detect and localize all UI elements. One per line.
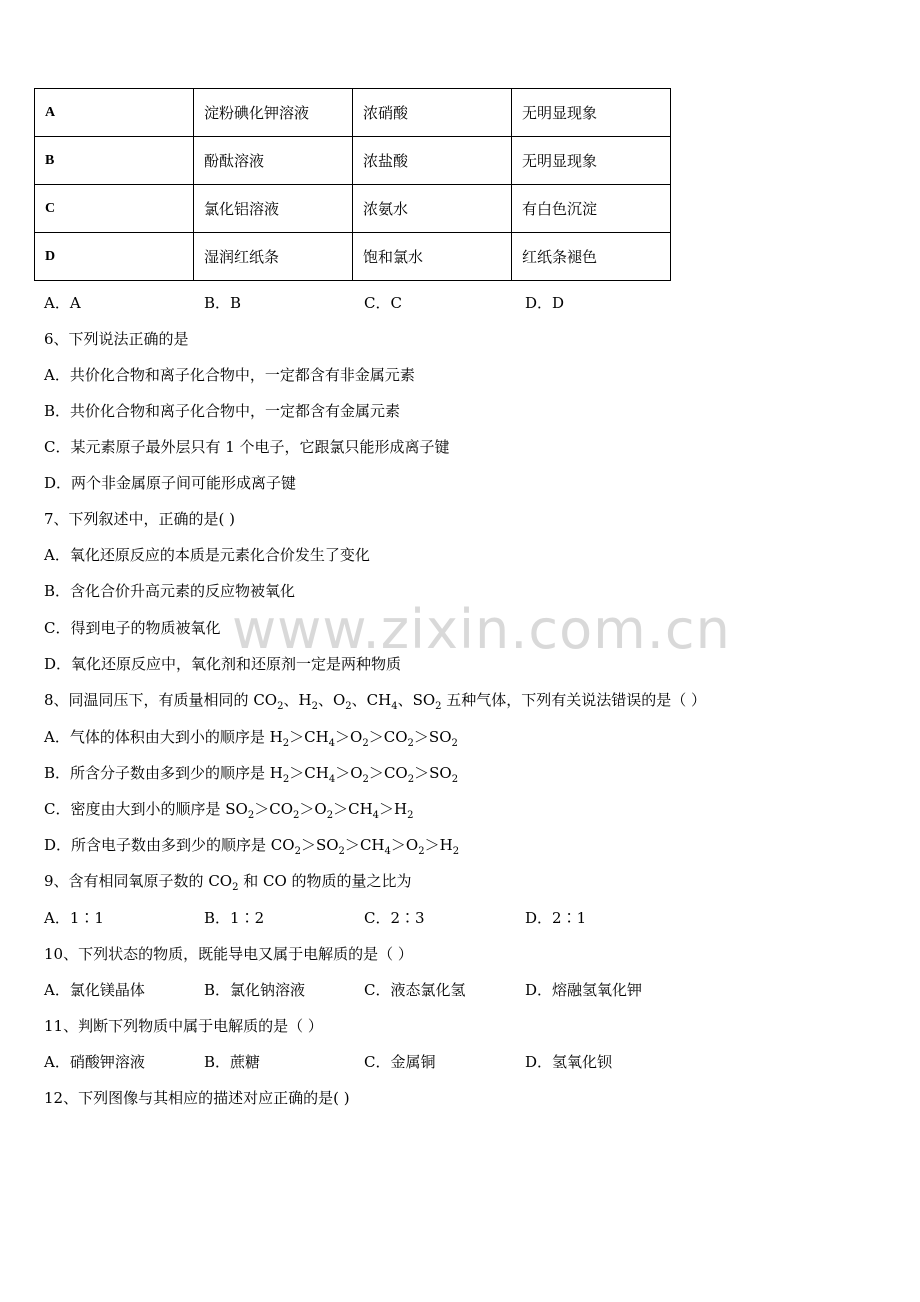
q10-option-c[interactable]: C．液态氯化氢 [364, 981, 466, 999]
q6-option-a[interactable]: A．共价化合物和离子化合物中，一定都含有非金属元素 [44, 366, 415, 384]
experiment-table [34, 88, 671, 281]
q11-option-a[interactable]: A．硝酸钾溶液 [44, 1053, 145, 1071]
q10-option-a[interactable]: A．氯化镁晶体 [44, 981, 145, 999]
table-cell: 浓氨水 [353, 185, 512, 233]
table-cell: A [35, 89, 194, 137]
q7-option-b[interactable]: B．含化合价升高元素的反应物被氧化 [44, 582, 296, 600]
q5-option-c[interactable]: C．C [364, 294, 402, 312]
table-cell: 饱和氯水 [353, 233, 512, 281]
q9-stem: 9、含有相同氧原子数的 $CO_2$ 和 CO 的物质的量之比为 [44, 872, 412, 893]
table-row [35, 233, 671, 281]
q11-option-c[interactable]: C．金属铜 [364, 1053, 436, 1071]
q10-stem: 10、下列状态的物质，既能导电又属于电解质的是（ ） [44, 945, 413, 963]
q8-option-c[interactable]: C．密度由大到小的顺序是 $SO_2>CO_2>O_2>CH_4>H_2$ [44, 800, 414, 821]
watermark: www.zixin.com.cn [232, 598, 731, 661]
q7-option-a[interactable]: A．氧化还原反应的本质是元素化合价发生了变化 [44, 546, 370, 564]
table-cell: C [35, 185, 194, 233]
q11-option-b[interactable]: B．蔗糖 [204, 1053, 261, 1071]
table-cell: 湿润红纸条 [194, 233, 353, 281]
q6-stem: 6、下列说法正确的是 [44, 330, 189, 348]
q10-option-b[interactable]: B．氯化钠溶液 [204, 981, 306, 999]
q9-option-a[interactable]: A．1∶1 [44, 909, 104, 927]
q9-option-b[interactable]: B．1∶2 [204, 909, 265, 927]
q11-stem: 11、判断下列物质中属于电解质的是（ ） [44, 1017, 323, 1035]
q7-option-d[interactable]: D．氧化还原反应中，氧化剂和还原剂一定是两种物质 [44, 655, 402, 673]
table-cell: 氯化铝溶液 [194, 185, 353, 233]
q5-option-d[interactable]: D．D [525, 294, 565, 312]
q5-option-a[interactable]: A．A [44, 294, 81, 312]
q7-option-c[interactable]: C．得到电子的物质被氧化 [44, 619, 221, 637]
q10-option-d[interactable]: D．熔融氢氧化钾 [525, 981, 643, 999]
q8-option-d[interactable]: D．所含电子数由多到少的顺序是 $CO_2>SO_2>CH_4>O_2>H_2$ [44, 836, 460, 857]
table-cell: 红纸条褪色 [512, 233, 671, 281]
table-row [35, 185, 671, 233]
q5-option-b[interactable]: B．B [204, 294, 242, 312]
q8-option-a[interactable]: A．气体的体积由大到小的顺序是 $H_2>CH_4>O_2>CO_2>SO_2$ [44, 728, 458, 749]
q9-option-d[interactable]: D．2∶1 [525, 909, 587, 927]
table-row [35, 137, 671, 185]
q8-stem: 8、同温同压下，有质量相同的 $CO_2$、$H_2$、$O_2$、$CH_4$、$SO_2$ 五种气体，下列有关说法错误的是（ ） [44, 691, 707, 712]
table-cell: 酚酞溶液 [194, 137, 353, 185]
table-cell: 浓盐酸 [353, 137, 512, 185]
table-cell: B [35, 137, 194, 185]
q7-stem: 7、下列叙述中，正确的是( ) [44, 510, 236, 528]
q9-option-c[interactable]: C．2∶3 [364, 909, 425, 927]
table-cell: 无明显现象 [512, 137, 671, 185]
q8-option-b[interactable]: B．所含分子数由多到少的顺序是 $H_2>CH_4>O_2>CO_2>SO_2$ [44, 764, 459, 785]
q6-option-b[interactable]: B．共价化合物和离子化合物中，一定都含有金属元素 [44, 402, 401, 420]
table-cell: 有白色沉淀 [512, 185, 671, 233]
q11-option-d[interactable]: D．氢氧化钡 [525, 1053, 613, 1071]
table-cell: 无明显现象 [512, 89, 671, 137]
q6-option-c[interactable]: C．某元素原子最外层只有 1 个电子，它跟氯只能形成离子键 [44, 438, 450, 456]
table-row [35, 89, 671, 137]
table-cell: 浓硝酸 [353, 89, 512, 137]
q12-stem: 12、下列图像与其相应的描述对应正确的是( ) [44, 1089, 350, 1107]
table-cell: 淀粉碘化钾溶液 [194, 89, 353, 137]
q6-option-d[interactable]: D．两个非金属原子间可能形成离子键 [44, 474, 297, 492]
table-cell: D [35, 233, 194, 281]
